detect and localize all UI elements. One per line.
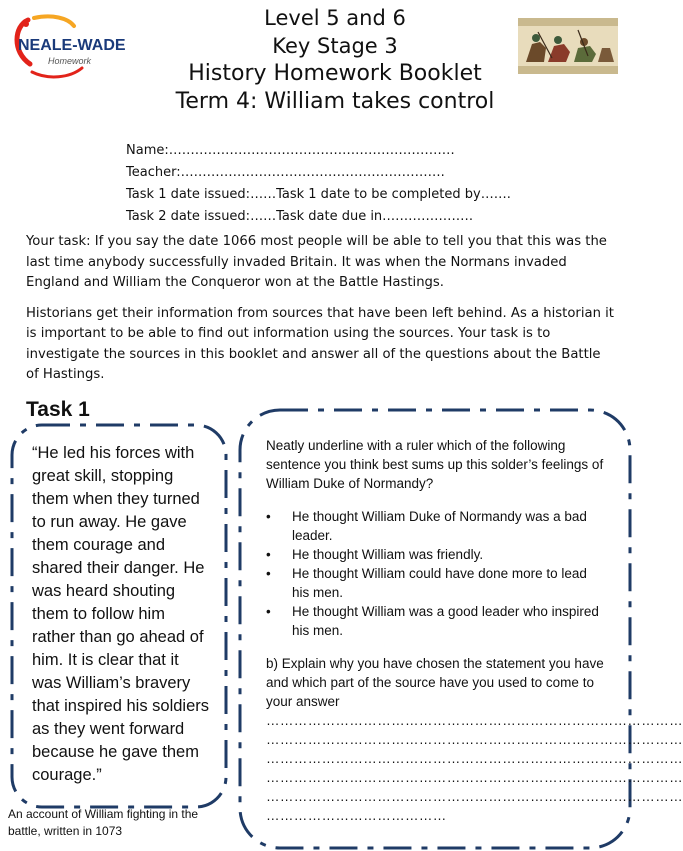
bayeux-tapestry-image bbox=[518, 18, 618, 74]
header-booklet-title: History Homework Booklet bbox=[188, 61, 482, 86]
logo-emblem-icon bbox=[8, 12, 126, 82]
option-could-have-done-more[interactable]: • He thought William could have done more to lead his men. bbox=[266, 566, 587, 600]
answer-line[interactable]: ……………………………………………………………………………… bbox=[266, 713, 683, 728]
school-logo bbox=[8, 12, 126, 82]
bullet-icon: • bbox=[266, 547, 271, 562]
option-friendly[interactable]: • He thought William was friendly. bbox=[266, 547, 484, 562]
intro-paragraph-historians: Historians get their information from sources that have been left behind. As a historian it is important to be able to find out information using the sources. Your task is to investigate the sources in this booklet and answer all of the questions about the Battle of Hastings. bbox=[26, 305, 614, 382]
name-field[interactable]: Name:………………………………………………………… bbox=[126, 143, 455, 158]
answer-line[interactable]: ……………………………………………………………………………… bbox=[266, 751, 683, 766]
logo-subtitle: Homework bbox=[48, 56, 92, 66]
intro-paragraph-task: Your task: If you say the date 1066 most people will be able to tell you that this was the last time anybody successfully invaded Britain. It was when the Normans invaded England and William the Conqueror won at the Battle Hastings. bbox=[26, 234, 607, 290]
intro-text bbox=[26, 232, 616, 396]
option-good-leader[interactable]: • He thought William was a good leader who inspired his men. bbox=[266, 604, 599, 638]
header-key-stage: Key Stage 3 bbox=[272, 34, 398, 58]
question-a-instruction: Neatly underline with a ruler which of the following sentence you think best sums up this solder’s feelings of William Duke of Normandy? bbox=[266, 438, 604, 491]
option-bad-leader[interactable]: • He thought William Duke of Normandy was a bad leader. bbox=[266, 509, 587, 543]
student-details bbox=[126, 140, 511, 228]
source-quote: “He led his forces with great skill, stopping them when they turned to run away. He gave them courage and shared their danger. He was heard shouting them to follow him rather than go ahead of him. It is clear that it was William’s bravery that inspired his soldiers as they went forward because he gave them courage.” bbox=[32, 444, 210, 784]
bullet-icon: • bbox=[266, 566, 271, 581]
bullet-icon: • bbox=[266, 509, 271, 524]
logo-name: NEALE-WADE bbox=[18, 37, 126, 54]
answer-lines[interactable] bbox=[266, 711, 683, 825]
statement-options bbox=[266, 507, 606, 640]
bullet-icon: • bbox=[266, 604, 271, 619]
answer-line[interactable]: ……………………………………………………………………………… bbox=[266, 732, 683, 747]
task2-dates-field[interactable]: Task 2 date issued:……Task date due in………………… bbox=[126, 209, 474, 224]
question-panel bbox=[266, 436, 683, 825]
header-level: Level 5 and 6 bbox=[264, 6, 406, 30]
header-term: Term 4: William takes control bbox=[175, 89, 495, 114]
task-heading: Task 1 bbox=[26, 398, 90, 421]
booklet-header bbox=[140, 4, 530, 116]
task1-dates-field[interactable]: Task 1 date issued:……Task 1 date to be completed by……. bbox=[126, 187, 511, 202]
answer-line[interactable]: ……………………………………………………………………………… bbox=[266, 770, 683, 785]
source-caption: An account of William fighting in the battle, written in 1073 bbox=[8, 807, 199, 838]
answer-line[interactable]: ………………………………… bbox=[266, 808, 447, 823]
question-b: b) Explain why you have chosen the statement you have and which part of the source have you used to come to your answer bbox=[266, 656, 604, 709]
answer-line[interactable]: ……………………………………………………………………………… bbox=[266, 789, 683, 804]
teacher-field[interactable]: Teacher:……………………………………………………. bbox=[126, 165, 445, 180]
